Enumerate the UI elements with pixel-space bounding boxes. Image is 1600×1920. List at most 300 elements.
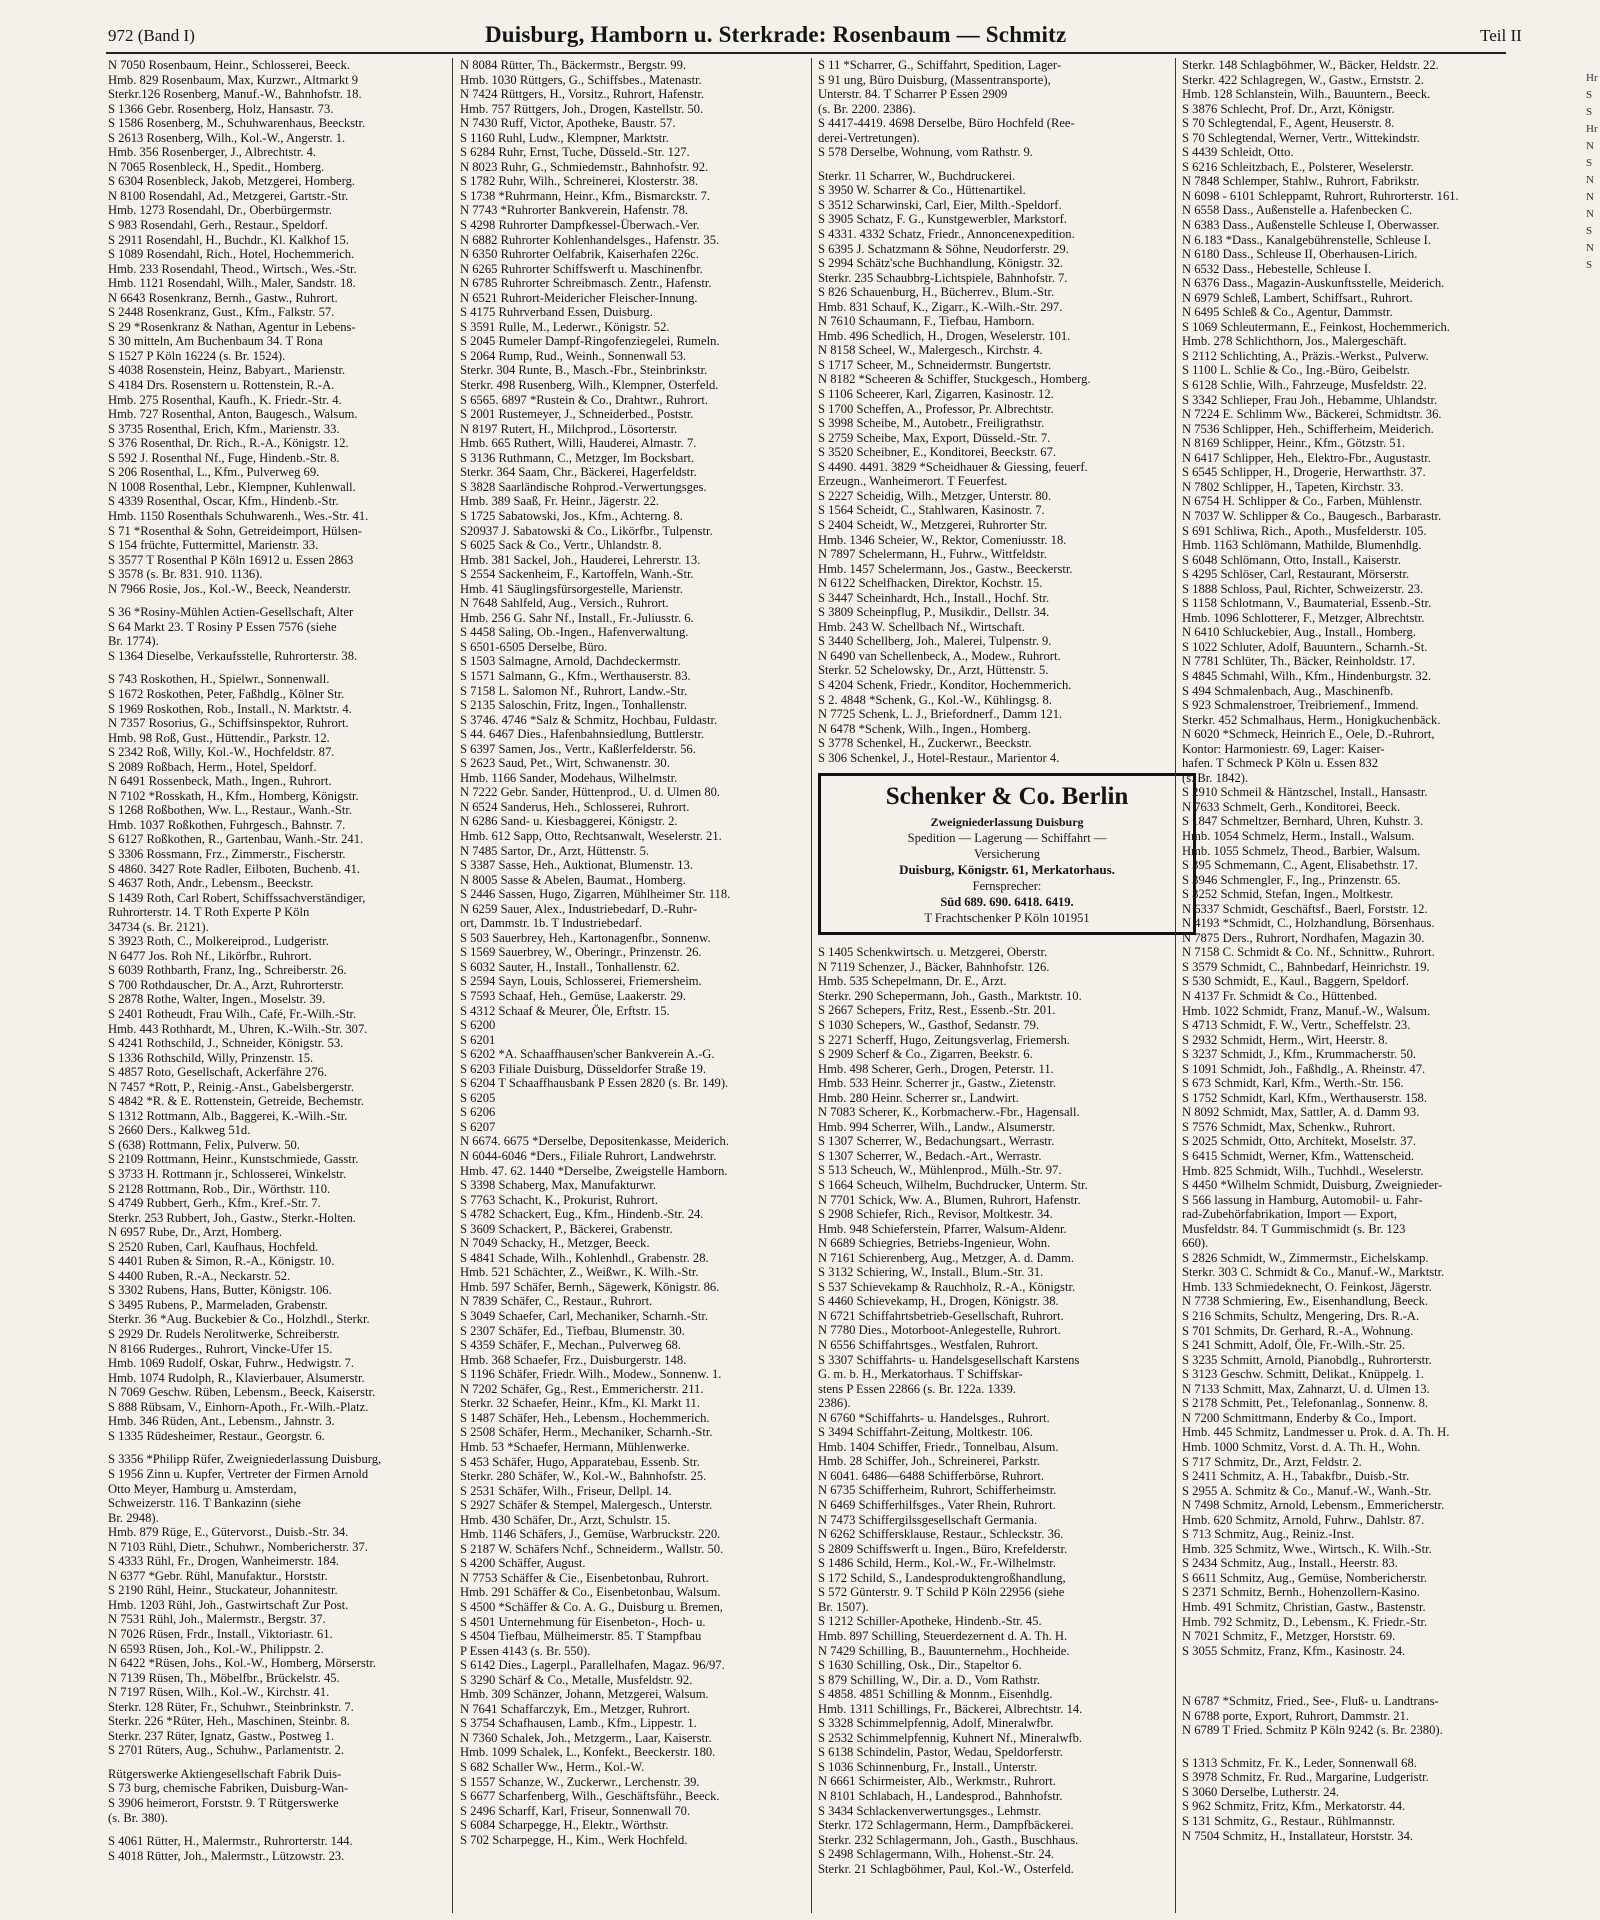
directory-entry: S 530 Schmidt, E., Kaul., Baggern, Speldorf. [1182,974,1410,989]
directory-entry: S 3123 Geschw. Schmitt, Delikat., Knüppelg. 1. [1182,1367,1424,1382]
column-divider [811,58,812,1913]
directory-entry: S 4359 Schäfer, F., Mechan., Pulverweg 68. [460,1338,681,1353]
directory-entry: S 2064 Rump, Rud., Weinh., Sonnenwall 53. [460,348,687,363]
directory-entry: S 2660 Ders., Kalkweg 51d. [108,1123,251,1138]
directory-entry: Hmb. 389 Saaß, Fr. Heinr., Jägerstr. 22. [460,494,660,509]
directory-entry: Unterstr. 84. T Scharrer P Essen 2909 [818,87,1008,102]
directory-entry: N 8169 Schlipper, Heinr., Kfm., Götzstr. 51. [1182,436,1406,451]
directory-entry: S 1106 Scheerer, Karl, Zigarren, Kasinostr. 12. [818,387,1054,402]
directory-entry: N 6785 Ruhrorter Schreibmasch. Zentr., Hafenstr. [460,276,712,291]
directory-entry: S 6677 Scharfenberg, Wilh., Geschäftsführ., Beeck. [460,1789,720,1804]
directory-entry: Sterkr. 52 Schelowsky, Dr., Arzt, Hüttenstr. 5. [818,663,1049,678]
directory-entry: S 3591 Rulle, M., Lederwr., Königstr. 52. [460,319,670,334]
directory-entry: S 3754 Schafhausen, Lamb., Kfm., Lippestr. 1. [460,1716,697,1731]
ad-subtitle: Zweigniederlassung Duisburg [930,815,1084,830]
directory-entry: Hmb. 620 Schmitz, Arnold, Fuhrw., Dahlstr. 87. [1182,1512,1425,1527]
directory-entry: S 6202 *A. Schaaffhausen'scher Bankverein A.-G. [460,1047,715,1062]
directory-entry: Rütgerswerke Aktiengesellschaft Fabrik Duis- [108,1766,342,1781]
directory-entry: N 7161 Schierenberg, Aug., Metzger, A. d. Damm. [818,1250,1074,1265]
directory-entry: S 1571 Salmann, G., Kfm., Werthauserstr. 83. [460,668,691,683]
directory-entry: Sterkr. 148 Schlagböhmer, W., Bäcker, Heldstr. 22. [1182,58,1439,72]
directory-entry: Hmb. 233 Rosendahl, Theod., Wirtsch., Wes.-Str. [108,261,357,276]
directory-entry: S 1196 Schäfer, Friedr. Wilh., Modew., Sonnenw. 1. [460,1367,722,1382]
directory-entry: N 4137 Fr. Schmidt & Co., Hüttenbed. [1182,989,1378,1003]
directory-entry: Otto Meyer, Hamburg u. Amsterdam, [108,1481,297,1496]
directory-entry: S 4241 Rothschild, J., Schneider, Königstr. 53. [108,1036,344,1051]
directory-entry: Hmb. 98 Roß, Gust., Hüttendir., Parkstr. 12. [108,730,330,745]
spacer [1182,1658,1506,1667]
directory-entry: N 8197 Rutert, H., Milchprod., Lösorterstr. [460,421,678,436]
margin-fragment: S [1586,259,1593,271]
column-1 [108,58,486,1916]
directory-entry: S 3252 Schmid, Stefan, Ingen., Moltkestr. [1182,887,1394,902]
directory-entry: S 216 Schmits, Schultz, Mengering, Drs. R.-A. [1182,1309,1420,1324]
directory-entry: N 7848 Schlemper, Stahlw., Ruhrort, Fabrikstr. [1182,174,1420,189]
directory-entry: S 3828 Saarländische Rohprod.-Verwertungsges. [460,479,707,494]
directory-entry: S 4845 Schmahl, Wilh., Kfm., Hindenburgstr. 32. [1182,668,1432,683]
margin-fragment: N [1586,191,1594,203]
directory-entry: N 7648 Sahlfeld, Aug., Versich., Ruhrort. [460,596,669,611]
directory-entry: Hmb. 727 Rosenthal, Anton, Baugesch., Walsum. [108,407,358,422]
directory-entry: Sterkr. 280 Schäfer, W., Kol.-W., Bahnhofstr. 25. [460,1469,707,1484]
directory-entry: N 7610 Schaumann, F., Tiefbau, Hamborn. [818,314,1035,329]
directory-entry: N 7633 Schmelt, Gerh., Konditorei, Beeck. [1182,799,1401,814]
ad-services: Spedition — Lagerung — Schiffahrt — [907,831,1107,846]
directory-entry: N 6532 Dass., Hebestelle, Schleuse I. [1182,261,1372,276]
directory-entry: S 3235 Schmitt, Arnold, Pianobdlg., Ruhrorterstr. [1182,1352,1432,1367]
directory-entry: Hmb. 521 Schächter, Z., Weißwr., K. Wilh.-Str. [460,1265,699,1280]
directory-entry: S 6545 Schlipper, H., Drogerie, Herwarthstr. 37. [1182,465,1426,480]
spacer [1182,1685,1506,1694]
directory-entry: S 4460 Schievekamp, H., Drogen, Königstr. 38. [818,1294,1059,1309]
directory-entry: N 7430 Ruff, Victor, Apotheke, Baustr. 57. [460,116,676,131]
directory-entry: N 7069 Geschw. Rüben, Lebensm., Beeck, Kaiserstr. [108,1385,376,1400]
directory-entry: N 6044-6046 *Ders., Filiale Ruhrort, Landwehrstr. [460,1149,717,1164]
directory-entry: Schweizerstr. 116. T Bankazinn (siehe [108,1496,301,1511]
directory-entry: S 888 Rübsam, V., Einhorn-Apoth., Fr.-Wilh.-Platz. [108,1399,369,1414]
directory-entry: N 6469 Schifferhilfsges., Vater Rhein, Ruhrort. [818,1498,1056,1513]
directory-entry: Hmb. 1163 Schlömann, Mathilde, Blumenhdlg. [1182,538,1422,553]
directory-entry: S 2809 Schiffswerft u. Ingen., Büro, Krefelderstr. [818,1541,1068,1556]
directory-entry: N 8005 Sasse & Abelen, Baumat., Homberg. [460,872,686,887]
directory-entry: N 6760 *Schiffahrts- u. Handelsges., Ruhrort. [818,1410,1050,1425]
directory-entry: S 2271 Scherff, Hugo, Zeitungsverlag, Friemersh. [818,1032,1070,1047]
directory-entry: S 4200 Schäffer, August. [460,1556,586,1571]
directory-entry: S 4038 Rosenstein, Heinz, Babyart., Marienstr. [108,363,346,378]
directory-entry: S 1439 Roth, Carl Robert, Schiffssachverständiger, [108,890,366,905]
directory-entry: N 6882 Ruhrorter Kohlenhandelsges., Hafenstr. 35. [460,232,720,247]
directory-entry: S 3906 heimerort, Forststr. 9. T Rütgerswerke [108,1795,339,1810]
directory-entry: S 3290 Schärf & Co., Metalle, Musfeldstr. 92. [460,1672,693,1687]
directory-entry: S 4175 Ruhrverband Essen, Duisburg. [460,305,653,320]
directory-entry: Hmb. 256 G. Sahr Nf., Install., Fr.-Juliusstr. 6. [460,610,694,625]
directory-entry: S 6128 Schlie, Wilh., Fahrzeuge, Musfeldstr. 22. [1182,378,1427,393]
directory-entry: S 6565. 6897 *Rustein & Co., Drahtwr., Ruhrort. [460,392,709,407]
directory-entry: N 7139 Rüsen, Th., Möbelfbr., Brückelstr. 45. [108,1670,340,1685]
directory-entry: S 743 Roskothen, H., Spielwr., Sonnenwall. [108,672,330,687]
directory-entry: S 1036 Schinnenburg, Fr., Install., Unterstr. [818,1759,1038,1774]
directory-entry: S 3978 Schmitz, Fr. Rud., Margarine, Ludgeristr. [1182,1770,1429,1785]
directory-entry: Hmb. 994 Scherrer, Wilh., Landw., Alsumerstr. [818,1119,1056,1134]
ad-title: Schenker & Co. Berlin [885,783,1129,811]
directory-entry: Hmb. 1055 Schmelz, Theod., Barbier, Walsum. [1182,843,1421,858]
directory-entry: N 6259 Sauer, Alex., Industriebedarf, D.-Ruhr- [460,901,698,916]
directory-entry: Br. 1507). [818,1599,869,1614]
directory-entry: S 879 Schilling, W., Dir. a. D., Vom Rathstr. [818,1672,1041,1687]
directory-entry: Erzeugn., Wanheimerort. T Feuerfest. [818,474,1008,489]
directory-entry: S 1738 *Ruhrmann, Heinr., Kfm., Bismarckstr. 7. [460,188,711,203]
ad-services-2: Versicherung [974,847,1040,862]
directory-entry: N 7222 Gebr. Sander, Hüttenprod., U. d. Ulmen 80. [460,785,721,800]
directory-entry: N 7531 Rühl, Joh., Malermstr., Bergstr. 37. [108,1612,326,1627]
directory-entry: S 3609 Schackert, P., Bäckerei, Grabenstr. [460,1221,673,1236]
directory-entry: N 6383 Dass., Außenstelle Schleuse I, Oberwasser. [1182,218,1440,233]
directory-entry: S 1312 Rottmann, Alb., Baggerei, K.-Wilh.-Str. [108,1108,348,1123]
directory-entry: N 6410 Schluckebier, Aug., Install., Homberg. [1182,625,1416,640]
directory-entry: Hmb. 1069 Rudolf, Oskar, Fuhrw., Hedwigstr. 7. [108,1356,354,1371]
directory-entry: S 3342 Schlieper, Frau Joh., Hebamme, Uhlandstr. [1182,392,1438,407]
directory-entry: Hmb. 831 Schauf, K., Zigarr., K.-Wilh.-Str. 297. [818,299,1063,314]
directory-entry: S 702 Scharpegge, H., Kim., Werk Hochfeld. [460,1832,688,1847]
directory-entry: N 6337 Schmidt, Geschäftsf., Baerl, Forststr. 12. [1182,901,1428,916]
directory-entry: N 7536 Schlipper, Heh., Schifferheim, Meiderich. [1182,421,1434,436]
directory-entry: S20937 J. Sabatowski & Co., Likörfbr., Tulpenstr. [460,523,713,538]
directory-entry: S 6032 Sauter, H., Install., Tonhallenstr. 62. [460,959,680,974]
directory-entry: S 4331. 4332 Schatz, Friedr., Annoncenexpedition. [818,227,1075,242]
directory-entry: S 2531 Schäfer, Wilh., Friseur, Dellpl. 14. [460,1483,672,1498]
directory-entry: S 70 Schlegtendal, Werner, Vertr., Wittekindstr. [1182,130,1420,145]
directory-entry: S 2910 Schmeil & Häntzschel, Install., Hansastr. [1182,785,1428,800]
margin-fragment: N [1586,242,1594,254]
directory-entry: S 3950 W. Scharrer & Co., Hüttenartikel. [818,183,1026,198]
directory-entry: Hmb. 1457 Schelermann, Jos., Gastw., Beeckerstr. [818,561,1073,576]
directory-entry: Musfeldstr. 84. T Gummischmidt (s. Br. 123 [1182,1221,1406,1236]
directory-entry: S 2001 Rustemeyer, J., Schneiderbed., Poststr. [460,407,694,422]
directory-entry: Hmb. 280 Heinr. Scherrer sr., Landwirt. [818,1090,1019,1105]
directory-entry: N 7753 Schäffer & Cie., Eisenbetonbau, Ruhrort. [460,1570,709,1585]
directory-entry: N 7641 Schaffarczyk, Em., Metzger, Ruhrort. [460,1701,691,1716]
directory-entry: Hmb. 28 Schiffer, Joh., Schreinerei, Parkstr. [818,1454,1041,1469]
directory-entry: S 206 Rosenthal, L., Kfm., Pulverweg 69. [108,465,320,480]
directory-entry: S 2112 Schlichting, A., Präzis.-Werkst., Pulverw. [1182,348,1429,363]
directory-entry: Sterkr. 253 Rubbert, Joh., Gastw., Sterkr.-Holten. [108,1210,356,1225]
directory-entry: N 8158 Scheel, W., Malergesch., Kirchstr. 4. [818,343,1043,358]
directory-entry: Ruhrorterstr. 14. T Roth Experte P Köln [108,905,310,920]
directory-entry: S 2342 Roß, Willy, Kol.-W., Hochfeldstr. 87. [108,745,335,760]
directory-entry: S 4858. 4851 Schilling & Monnm., Eisenhdlg. [818,1687,1053,1702]
directory-entry: S 172 Schild, S., Landesproduktengroßhandlung, [818,1570,1066,1585]
directory-entry: S 6048 Schlömann, Otto, Install., Kaiserstr. [1182,552,1401,567]
directory-entry: S 3306 Rossmann, Frz., Zimmerstr., Fischerstr. [108,846,346,861]
directory-entry: S 7763 Schacht, K., Prokurist, Ruhrort. [460,1192,658,1207]
directory-entry: Hmb. 309 Schänzer, Johann, Metzgerei, Walsum. [460,1687,709,1702]
directory-entry: S 306 Schenkel, J., Hotel-Restaur., Marientor 4. [818,750,1060,765]
directory-entry: S 3578 (s. Br. 831. 910. 1136). [108,567,263,582]
directory-entry: S 2759 Scheibe, Max, Export, Düsseld.-Str. 7. [818,430,1051,445]
directory-entry: S 566 lassung in Hamburg, Automobil- u. Fahr- [1182,1192,1423,1207]
directory-entry: N 7119 Schenzer, J., Bäcker, Bahnhofstr. 126. [818,959,1050,974]
directory-entry: (s. Br. 2200. 2386). [818,101,916,116]
directory-entry: N 7738 Schmiering, Ew., Eisenhandlung, Beeck. [1182,1294,1429,1309]
directory-entry: hafen. T Schmeck P Köln u. Essen 832 [1182,756,1378,771]
directory-entry: S 2911 Rosendahl, H., Buchdr., Kl. Kalkhof 15. [108,232,349,247]
directory-entry: S 2594 Sayn, Louis, Schlosserei, Friemersheim. [460,974,702,989]
directory-entry: S 3055 Schmitz, Franz, Kfm., Kasinostr. 24. [1182,1643,1406,1658]
directory-entry: S 1664 Scheuch, Wilhelm, Buchdrucker, Unterm. Str. [818,1178,1088,1192]
directory-entry: S 1564 Scheidt, C., Stahlwaren, Kasinostr. 7. [818,503,1045,518]
directory-entry: S 1586 Rosenberg, M., Schuhwarenhaus, Beeckstr. [108,116,366,131]
directory-entry: S 1557 Schanze, W., Zuckerwr., Lerchenstr. 39. [460,1774,700,1789]
directory-entry: S 2401 Rotheudt, Frau Wilh., Café, Fr.-Wilh.-Str. [108,1007,357,1021]
ad-address: Duisburg, Königstr. 61, Merkatorhaus. [899,862,1115,878]
directory-entry: N 6265 Ruhrorter Schiffswerft u. Maschinenfbr. [460,261,703,276]
directory-entry: Hmb. 1000 Schmitz, Vorst. d. A. Th. H., Wohn. [1182,1439,1421,1454]
directory-entry: S 73 burg, chemische Fabriken, Duisburg-Wan- [108,1781,349,1796]
directory-entry: S 2371 Schmitz, Bernh., Hohenzollern-Kasino. [1182,1585,1420,1600]
directory-entry: N 7021 Schmitz, F., Metzger, Horststr. 69. [1182,1629,1396,1644]
directory-entry: Hmb. 1037 Roßkothen, Fuhrgesch., Bahnstr. 7. [108,817,346,832]
directory-entry: Hmb. 1054 Schmelz, Herm., Install., Walsum. [1182,828,1415,843]
directory-entry: N 6735 Schifferheim, Ruhrort, Schifferheimstr. [818,1483,1057,1498]
directory-entry: Sterkr. 498 Rusenberg, Wilh., Klempner, Osterfeld. [460,378,719,393]
directory-entry: S 2955 A. Schmitz & Co., Manuf.-W., Wanh.-Str. [1182,1483,1432,1498]
directory-entry: S 3136 Ruthmann, C., Metzger, Im Bocksbart. [460,450,695,465]
header-rule [106,52,1506,54]
directory-entry: S 701 Schmits, Dr. Gerhard, R.-A., Wohnung. [1182,1323,1414,1338]
directory-entry: N 8092 Schmidt, Max, Sattler, A. d. Damm 93. [1182,1105,1420,1120]
directory-entry: S 6611 Schmitz, Aug., Gemüse, Nombericherstr. [1182,1570,1428,1585]
directory-entry: S 4490. 4491. 3829 *Scheidhauer & Giessing, feuerf. [818,459,1088,474]
directory-entry: Sterkr. 232 Schlagermann, Joh., Gasth., Buschhaus. [818,1832,1079,1847]
directory-entry: S 1503 Salmagne, Arnold, Dachdeckermstr. [460,654,681,669]
directory-entry: S 3494 Schiffahrt-Zeitung, Moltkestr. 106. [818,1425,1033,1440]
directory-entry: N 4193 *Schmidt, C., Holzhandlung, Börsenhaus. [1182,916,1435,931]
directory-entry: S 1307 Scherrer, W., Bedach.-Art., Werrastr. [818,1148,1042,1163]
directory-entry: Hmb. 948 Schieferstein, Pfarrer, Walsum-Aldenr. [818,1221,1067,1236]
directory-entry: Hmb. 496 Schedlich, H., Drogen, Weselerstr. 101. [818,328,1071,343]
directory-entry: S 2109 Rottmann, Heinr., Kunstschmiede, Gasstr. [108,1152,359,1167]
directory-entry: N 7725 Schenk, L. J., Briefordnerf., Damm 121. [818,707,1063,722]
directory-entry: 660). [1182,1236,1209,1251]
directory-entry: S 4339 Rosenthal, Oscar, Kfm., Hindenb.-Str. [108,494,339,509]
directory-entry: N 6788 porte, Export, Ruhrort, Dammstr. 21. [1182,1708,1410,1723]
directory-entry: S 4857 Roto, Gesellschaft, Ackerfähre 276. [108,1065,327,1080]
directory-entry: S 70 Schlegtendal, F., Agent, Heuserstr. 8. [1182,116,1395,131]
directory-entry: S 6397 Samen, Jos., Vertr., Kaßlerfelderstr. 56. [460,741,696,756]
directory-entry: S 2532 Schimmelpfennig, Kuhnert Nf., Mineralwfb. [818,1730,1083,1745]
directory-entry: N 6754 H. Schlipper & Co., Farben, Mühlenstr. [1182,494,1422,509]
directory-entry: S 2187 W. Schäfers Nchf., Schneiderm., Wallstr. 50. [460,1541,724,1556]
directory-entry: S 3440 Schellberg, Joh., Malerei, Tulpenstr. 9. [818,634,1052,649]
directory-entry: S 962 Schmitz, Fritz, Kfm., Merkatorstr. 44. [1182,1799,1406,1814]
directory-entry: S 1336 Rothschild, Willy, Prinzenstr. 15. [108,1050,314,1065]
directory-entry: Hmb. 356 Rosenberger, J., Albrechtstr. 4. [108,145,317,160]
directory-entry: N 8166 Ruderges., Ruhrort, Vincke-Ufer 15. [108,1341,333,1356]
directory-entry: Hmb. 533 Heinr. Scherrer jr., Gastw., Zietenstr. [818,1076,1057,1091]
directory-entry: S 2. 4848 *Schenk, G., Kol.-W., Kühlingsg. 8. [818,692,1052,707]
directory-entry: S 700 Rothdauscher, Dr. A., Arzt, Ruhrorterstr. [108,977,344,992]
directory-entry: N 7050 Rosenbaum, Heinr., Schlosserei, Beeck. [108,58,351,72]
directory-entry: Sterkr. 422 Schlagregen, W., Gastw., Ernststr. 2. [1182,72,1424,87]
directory-entry: S 6216 Schleitzbach, E., Polsterer, Weselerstr. [1182,159,1414,174]
directory-entry: S 1486 Schild, Herm., Kol.-W., Fr.-Wilhelmstr. [818,1556,1056,1571]
directory-entry: Sterkr.126 Rosenberg, Manuf.-W., Bahnhofstr. 18. [108,87,362,102]
directory-entry: N 6521 Ruhrort-Meidericher Fleischer-Innung. [460,290,698,305]
directory-entry: S 3520 Scheibner, E., Konditorei, Beeckstr. 67. [818,445,1057,460]
directory-entry: S 4842 *R. & E. Rottenstein, Getreide, Bechemstr. [108,1094,365,1109]
directory-entry: S 2623 Saud, Pet., Wirt, Schwanenstr. 30. [460,756,670,771]
directory-entry: S 6415 Schmidt, Werner, Kfm., Wattenscheid. [1182,1149,1415,1164]
directory-entry: Hmb. 368 Schaefer, Frz., Duisburgerstr. 148. [460,1352,687,1367]
directory-entry: S 1335 Rüdesheimer, Restaur., Georgstr. 6. [108,1428,325,1443]
directory-entry: N 7780 Dies., Motorboot-Anlegestelle, Ruhrort. [818,1323,1061,1338]
directory-entry: N 7743 *Ruhrorter Bankverein, Hafenstr. 78. [460,203,689,218]
directory-entry: S 1405 Schenkwirtsch. u. Metzgerei, Oberstr. [818,945,1048,960]
directory-entry: S 3905 Schatz, F. G., Kunstgewerbler, Markstorf. [818,212,1067,227]
margin-fragment: S [1586,106,1593,118]
directory-entry: S 3495 Rubens, P., Marmeladen, Grabenstr. [108,1297,328,1312]
directory-entry: Hmb. 275 Rosenthal, Kaufh., K. Friedr.-Str. 4. [108,392,342,407]
directory-entry: N 7485 Sartor, Dr., Arzt, Hüttenstr. 5. [460,843,650,858]
directory-entry: Hmb. 757 Rüttgers, Joh., Drogen, Kastellstr. 50. [460,101,704,116]
directory-entry: S 717 Schmitz, Dr., Arzt, Feldstr. 2. [1182,1454,1362,1469]
ad-telegram: T Frachtschenker P Köln 101951 [924,911,1090,926]
adjacent-page-margin [1586,70,1600,274]
directory-entry: derei-Vertretungen). [818,130,920,145]
directory-entry: S 3060 Derselbe, Lutherstr. 24. [1182,1784,1340,1799]
directory-entry: S 1956 Zinn u. Kupfer, Vertreter der Firmen Arnold [108,1466,369,1481]
directory-entry: S 3132 Schiering, W., Install., Blum.-Str. 31. [818,1265,1044,1280]
page-header [0,0,1600,50]
directory-entry: S 2927 Schäfer & Stempel, Malergesch., Unterstr. [460,1498,713,1513]
directory-entry: (s. Br. 380). [108,1810,168,1825]
directory-entry: S 6200 [460,1018,496,1033]
directory-entry: Hmb. 291 Schäffer & Co., Eisenbetonbau, Walsum. [460,1585,721,1600]
directory-entry: Hmb. 665 Ruthert, Willi, Hauderei, Almastr. 7. [460,436,697,451]
directory-entry: S 923 Schmalenstroer, Treibriemenf., Immend. [1182,698,1419,713]
directory-entry: Hmb. 612 Sapp, Otto, Rechtsanwalt, Weselerstr. 21. [460,828,722,843]
directory-entry: Hmb. 325 Schmitz, Wwe., Wirtsch., K. Wilh.-Str. [1182,1541,1432,1556]
directory-entry: S 4439 Schleidt, Otto. [1182,145,1294,160]
directory-entry: S 2909 Scherf & Co., Zigarren, Beekstr. 6. [818,1047,1033,1062]
directory-entry: S 453 Schäfer, Hugo, Apparatebau, Essenb. Str. [460,1454,700,1469]
directory-entry: Sterkr. 11 Scharrer, W., Buchdruckerei. [818,168,1016,183]
spacer [108,1443,486,1452]
directory-entry: S 4312 Schaaf & Meurer, Öle, Erftstr. 15. [460,1003,670,1018]
directory-entry: S 1752 Schmidt, Karl, Kfm., Werthauserstr. 158. [1182,1090,1428,1105]
directory-entry: N 6262 Schiffersklause, Restaur., Schleckstr. 36. [818,1527,1064,1542]
directory-entry: S 241 Schmitt, Adolf, Öle, Fr.-Wilh.-Str. 25. [1182,1338,1406,1353]
directory-entry: S 4400 Ruben, R.-A., Neckarstr. 52. [108,1268,291,1283]
directory-entry: N 6020 *Schmeck, Heinrich E., Oele, D.-Ruhrort, [1182,727,1435,742]
directory-entry: S (638) Rottmann, Felix, Pulverw. 50. [108,1137,300,1152]
directory-entry: S 578 Derselbe, Wohnung, vom Rathstr. 9. [818,145,1033,160]
directory-entry: S 826 Schauenburg, H., Bücherrev., Blum.-Str. [818,285,1055,300]
directory-entry: N 6490 van Schellenbeck, A., Modew., Ruhrort. [818,648,1061,663]
directory-entry: S 7593 Schaaf, Heh., Gemüse, Laakerstr. 29. [460,989,686,1003]
directory-entry: Hmb. 491 Schmitz, Christian, Gastw., Bastenstr. [1182,1599,1426,1614]
directory-entry: N 7875 Ders., Ruhrort, Nordhafen, Magazin 30. [1182,930,1425,945]
directory-entry: N 6721 Schiffahrtsbetrieb-Gesellschaft, Ruhrort. [818,1308,1064,1323]
directory-entry: S 2178 Schmitt, Pet., Telefonanlag., Sonnenw. 8. [1182,1396,1429,1411]
directory-entry: S 6206 [460,1105,496,1120]
margin-fragment: S [1586,89,1593,101]
directory-entry: N 7966 Rosie, Jos., Kol.-W., Beeck, Neanderstr. [108,581,351,596]
directory-entry: S 4298 Ruhrorter Dampfkessel-Überwach.-Ver. [460,218,700,233]
column-2 [460,58,838,1916]
directory-entry: S 1091 Schmidt, Joh., Faßhdlg., A. Rheinstr. 47. [1182,1061,1426,1076]
directory-entry: S 3512 Scharwinski, Carl, Eier, Milth.-Speldorf. [818,197,1062,212]
margin-fragment: N [1586,208,1594,220]
directory-entry: N 6787 *Schmitz, Fried., See-, Fluß- u. Landtrans- [1182,1694,1439,1709]
directory-entry: S 1700 Scheffen, A., Professor, Pr. Albrechtstr. [818,401,1054,416]
directory-entry: S 4458 Saling, Ob.-Ingen., Hafenverwaltung. [460,625,689,640]
directory-entry: N 1008 Rosenthal, Lebr., Klempner, Kuhlenwall. [108,479,356,494]
directory-entry: S 1100 L. Schlie & Co., Ing.-Büro, Geibelstr. [1182,363,1410,378]
directory-entry: 34734 (s. Br. 2121). [108,919,209,934]
directory-entry: Hmb. 1121 Rosendahl, Wilh., Maler, Sandstr. 18. [108,276,356,291]
directory-entry: N 6376 Dass., Magazin-Auskunftsstelle, Meiderich. [1182,276,1445,291]
column-3 [818,58,1196,1916]
directory-entry: S 4860. 3427 Rote Radler, Eilboten, Buchenb. 41. [108,861,361,876]
directory-entry: S 4450 *Wilhelm Schmidt, Duisburg, Zweignieder- [1182,1178,1443,1193]
directory-entry: Hmb. 1404 Schiffer, Friedr., Tonnelbau, Alsum. [818,1439,1059,1454]
directory-entry: S 3809 Scheinpflug, P., Musikdir., Dellstr. 34. [818,605,1050,620]
directory-entry: N 7473 Schiffergilssgesellschaft Germania. [818,1512,1038,1527]
directory-entry: S 2025 Schmidt, Otto, Architekt, Moselstr. 37. [1182,1134,1417,1149]
directory-entry: S 36 *Rosiny-Mühlen Actien-Gesellschaft, Alter [108,605,354,620]
directory-entry: S 2498 Schlagermann, Wilh., Hohenst.-Str. 24. [818,1847,1055,1862]
directory-entry: S 1364 Dieselbe, Verkaufsstelle, Ruhrorterstr. 38. [108,648,358,663]
directory-entry: S 2307 Schäfer, Ed., Tiefbau, Blumenstr. 30. [460,1323,685,1338]
directory-entry: S 682 Schaller Ww., Herm., Kol.-W. [460,1759,645,1774]
directory-entry: S 131 Schmitz, G., Restaur., Rühlmannstr. [1182,1813,1396,1828]
directory-entry: S 6127 Roßkothen, R., Gartenbau, Wanh.-Str. 241. [108,832,364,847]
directory-entry: S 6205 [460,1090,496,1105]
directory-entry: S 1022 Schluter, Adolf, Bauuntern., Scharnh.-St. [1182,639,1428,654]
directory-entry: S 4501 Unternehmung für Eisenbeton-, Hoch- u. [460,1614,706,1629]
schenker-advertisement [818,773,1196,935]
directory-entry: Hmb. 445 Schmitz, Landmesser u. Prok. d. A. Th. H. [1182,1425,1450,1440]
directory-entry: S 4749 Rubbert, Gerh., Kfm., Kref.-Str. 7. [108,1196,321,1211]
directory-entry: S 6201 [460,1032,496,1047]
directory-entry: Hmb. 535 Schepelmann, Dr. E., Arzt. [818,974,1007,989]
directory-entry: S 3946 Schmengler, F., Ing., Prinzenstr. 65. [1182,872,1401,887]
margin-fragment: S [1586,225,1593,237]
directory-entry: S 6025 Sack & Co., Vertr., Uhlandstr. 8. [460,538,662,553]
directory-entry: S 3398 Schaberg, Max, Manufakturwr. [460,1178,656,1193]
directory-entry: N 7049 Schacky, H., Metzger, Beeck. [460,1236,650,1251]
directory-entry: N 6689 Schiegries, Betriebs-Ingenieur, Wohn. [818,1236,1051,1251]
directory-entry: P Essen 4143 (s. Br. 550). [460,1643,591,1658]
directory-entry: N 7133 Schmitt, Max, Zahnarzt, U. d. Ulmen 13. [1182,1381,1430,1396]
directory-entry: Sterkr. 128 Rüter, Fr., Schuhwr., Steinbrinkstr. 7. [108,1699,354,1714]
spacer [1182,1676,1506,1685]
spacer [108,663,486,672]
directory-entry: S 3049 Schaefer, Carl, Mechaniker, Scharnh.-Str. [460,1309,709,1324]
directory-entry: S 3307 Schiffahrts- u. Handelsgesellschaft Karstens [818,1352,1080,1367]
directory-entry: S 1888 Schloss, Paul, Richter, Schweizerstr. 23. [1182,581,1424,596]
directory-entry: S 3434 Schlackenverwertungsges., Lehmstr. [818,1803,1042,1818]
directory-entry: S 537 Schievekamp & Rauchholz, R.-A., Königstr. [818,1279,1076,1294]
directory-entry: N 7457 *Rott, P., Reinig.-Anst., Gabelsbergerstr. [108,1079,355,1094]
directory-entry: S 376 Rosenthal, Dr. Rich., R.-A., Königstr. 12. [108,436,349,451]
directory-entry: S 6204 T Schaaffhausbank P Essen 2820 (s. Br. 149). [460,1076,729,1091]
directory-entry: N 7200 Schmittmann, Enderby & Co., Import. [1182,1410,1417,1425]
spacer [1182,1747,1506,1756]
page-title: Duisburg, Hamborn u. Sterkrade: Rosenbaum — Schmitz [485,22,1067,47]
directory-entry: N 6417 Schlipper, Heh., Elektro-Fbr., Augustastr. [1182,450,1431,465]
